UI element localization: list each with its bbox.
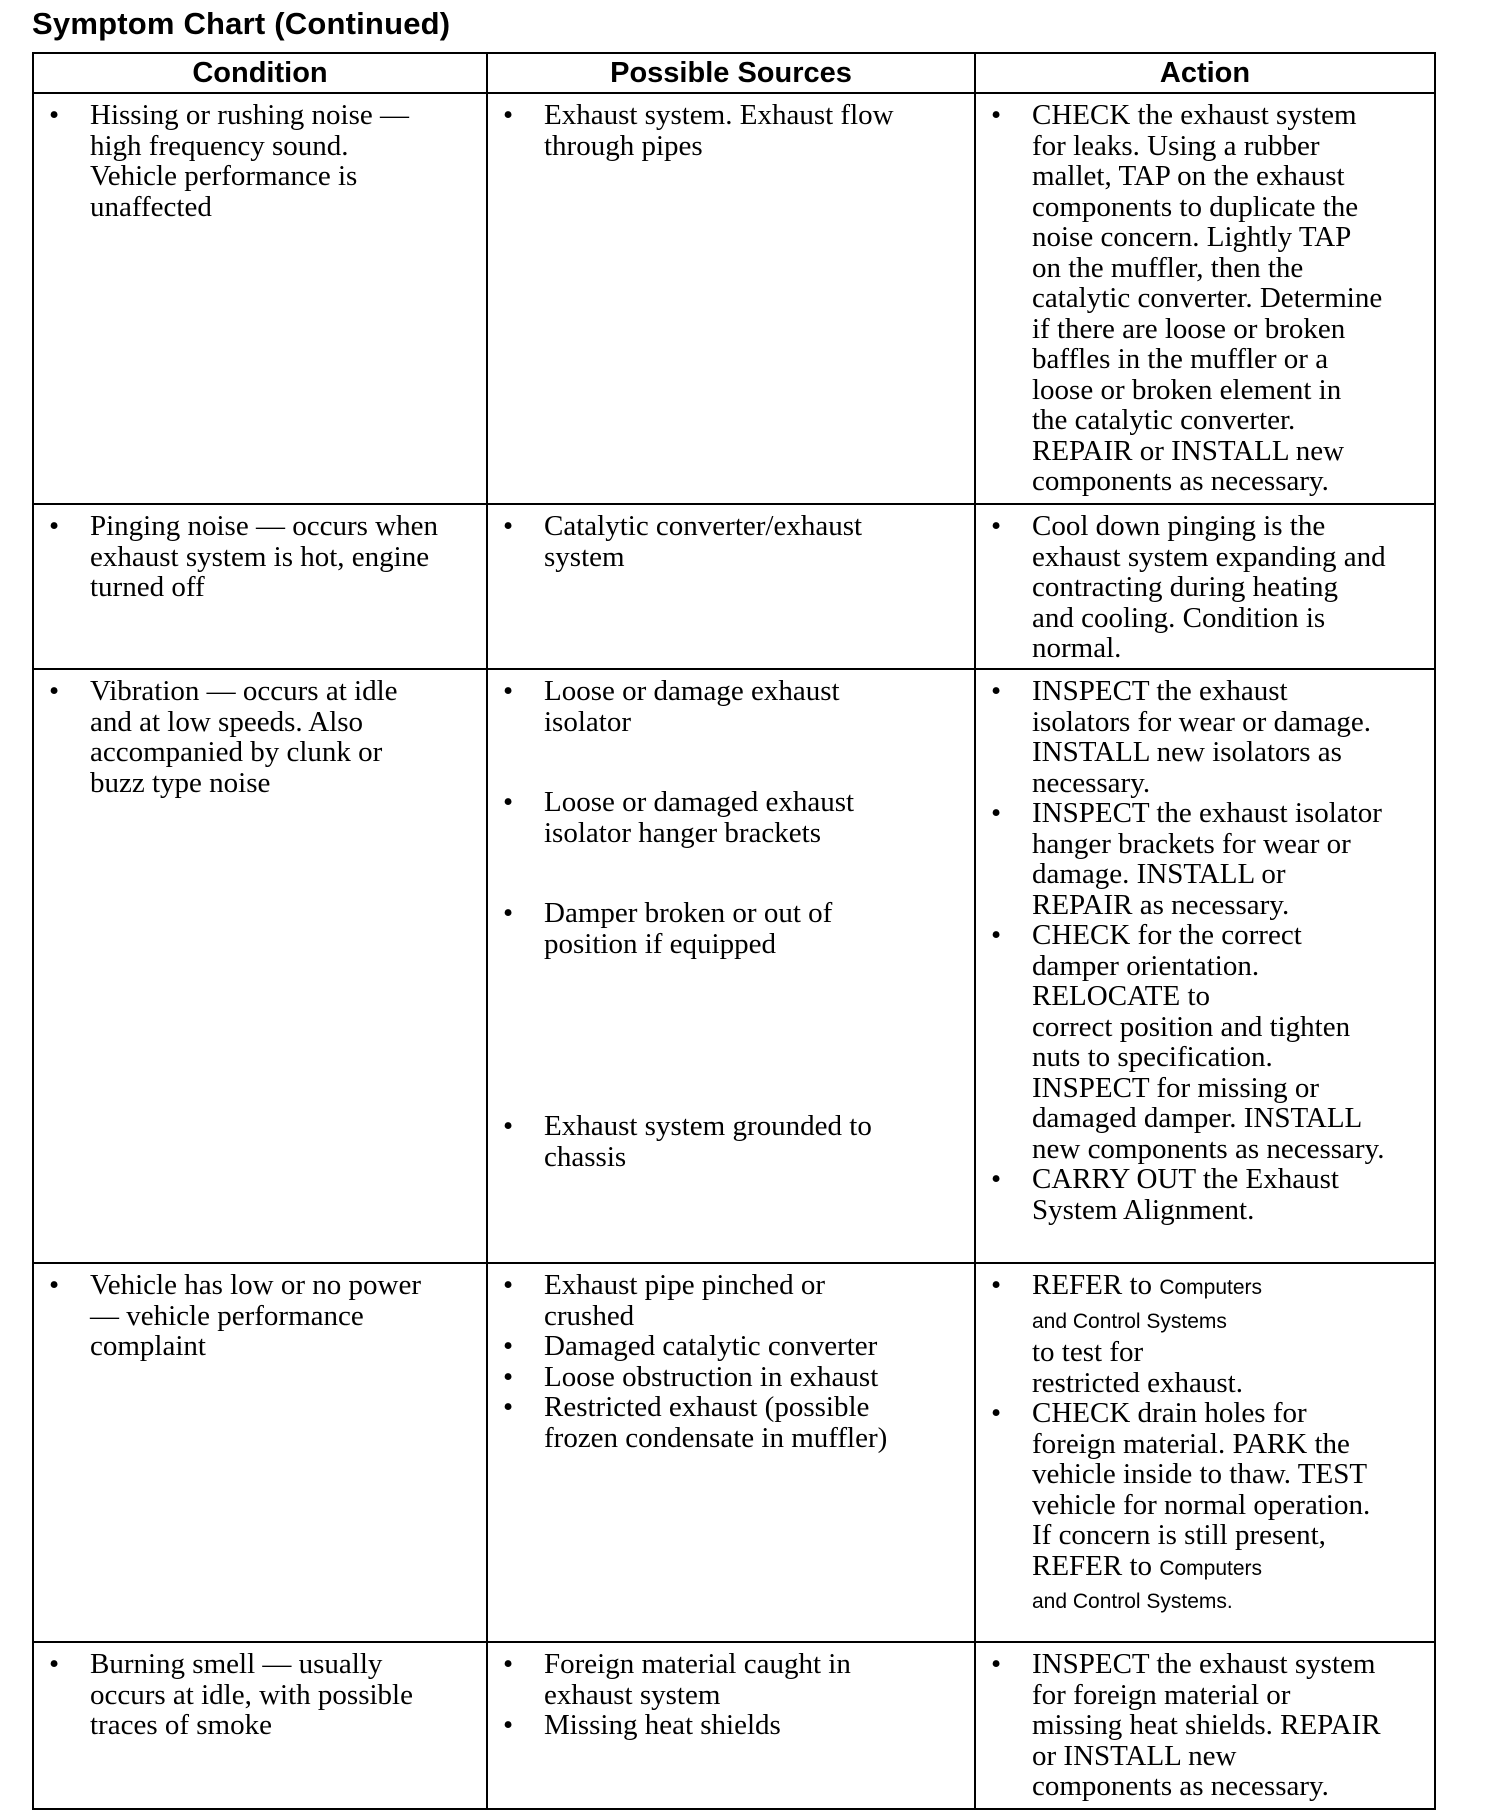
condition-cell: [33, 1263, 487, 1642]
text-line: nuts to specification.: [1032, 1041, 1273, 1073]
item-text: [1032, 920, 1428, 1164]
item-text: [544, 100, 968, 161]
text-line: CHECK the exhaust system: [1032, 99, 1357, 131]
item-text: [1032, 676, 1428, 798]
text-line: Exhaust system. Exhaust flow: [544, 99, 894, 131]
action-item: [986, 1270, 1428, 1398]
text-line: traces of smoke: [90, 1709, 272, 1741]
bullet-icon: •: [49, 1648, 60, 1680]
text-line: crushed: [544, 1299, 635, 1332]
item-text: [1032, 798, 1428, 920]
action-cell: [975, 1263, 1435, 1642]
text-line: Damaged catalytic converter: [544, 1330, 878, 1362]
bullet-icon: •: [503, 1360, 514, 1393]
item-text: [1032, 1270, 1428, 1398]
item-text: [90, 1270, 480, 1362]
text-line: components to duplicate the: [1032, 190, 1359, 223]
bullet-icon: •: [991, 1269, 1002, 1301]
source-item: [498, 787, 968, 848]
possible-sources-cell: [487, 669, 975, 1263]
condition-item: [44, 511, 480, 603]
bullet-icon: •: [503, 1269, 514, 1301]
table-row: [33, 1263, 1435, 1642]
text-line: INSPECT the exhaust system: [1032, 1648, 1376, 1680]
text-line: Vehicle performance is: [90, 160, 358, 192]
text-line: buzz type noise: [90, 766, 271, 799]
item-text: [544, 1649, 968, 1710]
bullet-icon: •: [503, 510, 514, 542]
text-line: exhaust system expanding and: [1032, 540, 1386, 573]
table-row: [33, 504, 1435, 669]
reference-text: Computers: [1159, 1276, 1263, 1299]
bullet-icon: •: [503, 99, 514, 131]
condition-item: [44, 1649, 480, 1741]
bullet-icon: •: [991, 675, 1002, 707]
text-line: vehicle for normal operation.: [1032, 1488, 1371, 1521]
action-cell: [975, 93, 1435, 504]
table-header-row: [33, 53, 1435, 93]
text-line: damage. INSTALL or: [1032, 858, 1286, 890]
source-item: [498, 1331, 968, 1362]
bullet-icon: •: [49, 1269, 60, 1301]
text-line: [1032, 1551, 1428, 1585]
text-line: System Alignment.: [1032, 1193, 1255, 1226]
text-line: noise concern. Lightly TAP: [1032, 221, 1352, 253]
source-item: [498, 100, 968, 161]
text-line: and cooling. Condition is: [1032, 601, 1326, 634]
text-line: Restricted exhaust (possible: [544, 1391, 870, 1423]
text-line: Damper broken or out of: [544, 897, 833, 929]
source-item: [498, 1270, 968, 1331]
bullet-icon: •: [49, 510, 60, 542]
condition-item: [44, 676, 480, 798]
action-item: [986, 511, 1428, 664]
bullet-icon: •: [503, 675, 514, 707]
text-line: hanger brackets for wear or: [1032, 827, 1351, 860]
condition-item: [44, 100, 480, 222]
source-item: [498, 1362, 968, 1393]
text-line: Loose obstruction in exhaust: [544, 1360, 879, 1393]
bullet-icon: •: [503, 1330, 514, 1362]
item-text: [1032, 511, 1428, 664]
source-item: [498, 898, 968, 959]
source-item: [498, 511, 968, 572]
action-cell: [975, 669, 1435, 1263]
text-line: — vehicle performance: [90, 1299, 364, 1332]
bullet-icon: •: [991, 1397, 1002, 1429]
text-line: high frequency sound.: [90, 129, 349, 162]
bullet-icon: •: [991, 797, 1002, 829]
header-action: Action: [975, 53, 1435, 93]
text-line: INSPECT for missing or: [1032, 1071, 1320, 1104]
text-line: damper orientation.: [1032, 949, 1260, 982]
possible-sources-cell: [487, 93, 975, 504]
text-line: damaged damper. INSTALL: [1032, 1102, 1363, 1134]
text-line: INSPECT the exhaust isolator: [1032, 797, 1382, 829]
text-line: Pinging noise — occurs when: [90, 510, 438, 542]
text-line: to test for: [1032, 1336, 1144, 1368]
item-text: [544, 1392, 968, 1453]
bullet-icon: •: [49, 675, 60, 707]
item-text: [1032, 1164, 1428, 1225]
text-line: CARRY OUT the Exhaust: [1032, 1163, 1339, 1195]
text-line: isolator: [544, 705, 631, 738]
text-line: [1032, 1304, 1428, 1338]
text-line: isolator hanger brackets: [544, 816, 822, 849]
possible-sources-cell: [487, 1263, 975, 1642]
bullet-icon: •: [991, 510, 1002, 542]
text-line: exhaust system is hot, engine: [90, 540, 430, 573]
possible-sources-cell: [487, 1642, 975, 1809]
text-line: mallet, TAP on the exhaust: [1032, 160, 1345, 192]
text-run: REFER to: [1032, 1269, 1160, 1301]
text-line: turned off: [90, 571, 205, 603]
possible-sources-cell: [487, 504, 975, 669]
item-text: [544, 787, 968, 848]
text-line: normal.: [1032, 632, 1122, 664]
item-text: [1032, 1398, 1428, 1618]
text-line: Loose or damage exhaust: [544, 675, 840, 707]
text-line: CHECK drain holes for: [1032, 1397, 1307, 1429]
item-text: [90, 100, 480, 222]
text-line: through pipes: [544, 129, 703, 162]
text-line: Vibration — occurs at idle: [90, 675, 398, 707]
item-text: [544, 1362, 968, 1393]
action-item: [986, 1164, 1428, 1225]
text-line: components as necessary.: [1032, 465, 1329, 497]
table-body: [33, 93, 1435, 1809]
condition-cell: [33, 504, 487, 669]
text-line: chassis: [544, 1140, 627, 1173]
text-line: exhaust system: [544, 1678, 721, 1711]
bullet-icon: •: [49, 99, 60, 131]
text-line: CHECK for the correct: [1032, 919, 1302, 951]
text-line: Exhaust pipe pinched or: [544, 1269, 826, 1301]
item-text: [544, 1710, 968, 1741]
text-line: catalytic converter. Determine: [1032, 282, 1383, 314]
item-text: [544, 676, 968, 737]
item-text: [544, 511, 968, 572]
text-line: the catalytic converter.: [1032, 404, 1296, 436]
text-line: foreign material. PARK the: [1032, 1427, 1350, 1460]
symptom-table: [32, 52, 1436, 1810]
item-text: [90, 1649, 480, 1741]
source-item: [498, 1649, 968, 1710]
text-line: contracting during heating: [1032, 571, 1339, 603]
action-item: [986, 920, 1428, 1164]
action-item: [986, 676, 1428, 798]
action-cell: [975, 1642, 1435, 1809]
table-row: [33, 669, 1435, 1263]
header-condition: Condition: [33, 53, 487, 93]
text-line: REPAIR as necessary.: [1032, 888, 1290, 921]
source-item: [498, 1710, 968, 1741]
text-line: isolators for wear or damage.: [1032, 705, 1372, 738]
item-text: [1032, 100, 1428, 497]
table-row: [33, 1642, 1435, 1809]
text-line: RELOCATE to: [1032, 980, 1211, 1012]
condition-cell: [33, 1642, 487, 1809]
reference-text: Computers: [1159, 1556, 1263, 1580]
action-item: [986, 100, 1428, 497]
text-line: Missing heat shields: [544, 1709, 781, 1741]
text-line: on the muffler, then the: [1032, 251, 1304, 284]
text-line: frozen condensate in muffler): [544, 1421, 888, 1454]
text-line: Hissing or rushing noise —: [90, 99, 409, 131]
text-line: or INSTALL new: [1032, 1739, 1237, 1772]
text-line: Catalytic converter/exhaust: [544, 510, 863, 542]
text-line: [1032, 1584, 1428, 1618]
condition-item: [44, 1270, 480, 1362]
bullet-icon: •: [503, 1110, 514, 1142]
text-line: vehicle inside to thaw. TEST: [1032, 1458, 1368, 1490]
text-line: occurs at idle, with possible: [90, 1678, 413, 1711]
text-line: Foreign material caught in: [544, 1648, 851, 1680]
item-text: [1032, 1649, 1428, 1802]
item-text: [90, 511, 480, 603]
text-line: system: [544, 540, 625, 573]
text-line: position if equipped: [544, 927, 776, 960]
text-line: correct position and tighten: [1032, 1010, 1351, 1043]
bullet-icon: •: [991, 99, 1002, 131]
condition-cell: [33, 669, 487, 1263]
text-line: and at low speeds. Also: [90, 705, 364, 738]
action-item: [986, 1398, 1428, 1618]
bullet-icon: •: [503, 1648, 514, 1680]
text-line: missing heat shields. REPAIR: [1032, 1709, 1381, 1741]
text-line: restricted exhaust.: [1032, 1366, 1243, 1399]
bullet-icon: •: [503, 1709, 514, 1741]
item-text: [90, 676, 480, 798]
text-line: accompanied by clunk or: [90, 736, 383, 768]
item-text: [544, 1331, 968, 1362]
text-line: Vehicle has low or no power: [90, 1269, 421, 1301]
item-text: [544, 898, 968, 959]
text-line: baffles in the muffler or a: [1032, 343, 1329, 375]
text-line: INSPECT the exhaust: [1032, 675, 1288, 707]
bullet-icon: •: [503, 1391, 514, 1423]
source-item: [498, 676, 968, 737]
text-line: necessary.: [1032, 766, 1151, 799]
text-line: new components as necessary.: [1032, 1132, 1385, 1165]
text-run: REFER to: [1032, 1549, 1160, 1582]
bullet-icon: •: [991, 1163, 1002, 1195]
text-line: Cool down pinging is the: [1032, 510, 1326, 542]
table-row: [33, 93, 1435, 504]
text-line: loose or broken element in: [1032, 373, 1342, 406]
text-line: if there are loose or broken: [1032, 312, 1346, 345]
text-line: [1032, 1270, 1428, 1304]
reference-text: and Control Systems: [1032, 1309, 1227, 1333]
bullet-icon: •: [503, 786, 514, 818]
reference-text: and Control Systems.: [1032, 1590, 1233, 1613]
text-line: If concern is still present,: [1032, 1519, 1326, 1551]
action-item: [986, 798, 1428, 920]
bullet-icon: •: [503, 897, 514, 929]
action-cell: [975, 504, 1435, 669]
text-line: components as necessary.: [1032, 1770, 1329, 1802]
text-line: for foreign material or: [1032, 1678, 1291, 1711]
source-item: [498, 1392, 968, 1453]
text-line: REPAIR or INSTALL new: [1032, 434, 1345, 467]
text-line: complaint: [90, 1330, 206, 1362]
text-line: for leaks. Using a rubber: [1032, 129, 1320, 162]
text-line: INSTALL new isolators as: [1032, 736, 1342, 768]
page-title: Symptom Chart (Continued): [32, 6, 451, 41]
text-line: Loose or damaged exhaust: [544, 786, 855, 818]
item-text: [544, 1270, 968, 1331]
condition-cell: [33, 93, 487, 504]
source-item: [498, 1111, 968, 1172]
text-line: Exhaust system grounded to: [544, 1110, 872, 1142]
bullet-icon: •: [991, 919, 1002, 951]
text-line: unaffected: [90, 190, 212, 223]
item-text: [544, 1111, 968, 1172]
bullet-icon: •: [991, 1648, 1002, 1680]
action-item: [986, 1649, 1428, 1802]
text-line: Burning smell — usually: [90, 1648, 383, 1680]
header-possible-sources: Possible Sources: [487, 53, 975, 93]
